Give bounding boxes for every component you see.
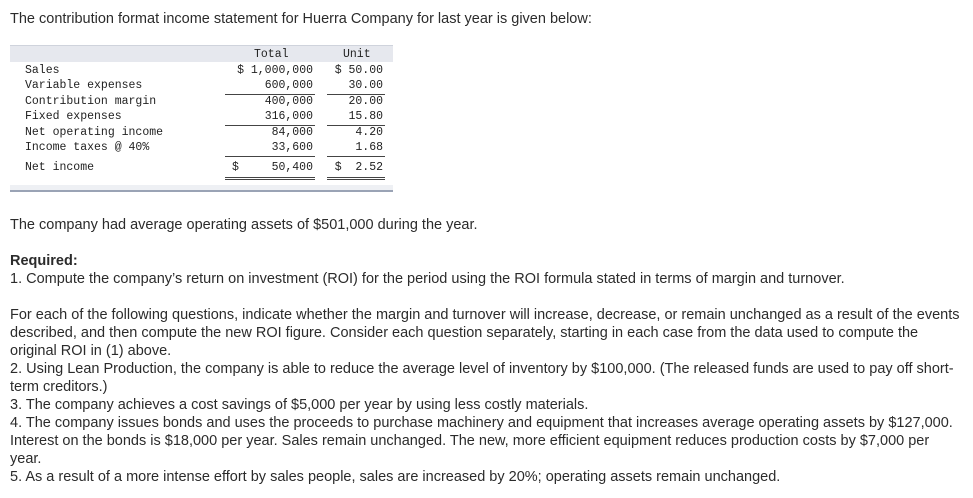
row-total: 50,400 bbox=[271, 161, 313, 174]
row-label: Net operating income bbox=[25, 126, 164, 139]
row-unit: $ 2.52 bbox=[334, 161, 383, 174]
net-income-row bbox=[10, 161, 393, 176]
table-bottom-border bbox=[10, 185, 393, 192]
table-row bbox=[10, 126, 393, 141]
instructions-paragraph: For each of the following questions, indicate whether the margin and turnover will increase, decrease, or remain unchanged as a result of the events described, and then compute the new ROI figure. Consider each question separately, starting in each case from the data used to compute the original ROI in (1) above. bbox=[10, 307, 960, 359]
row-total: 33,600 bbox=[271, 141, 313, 154]
table-row bbox=[10, 79, 393, 94]
row-total: 316,000 bbox=[264, 110, 313, 123]
row-label: Variable expenses bbox=[25, 79, 143, 92]
total-double-rule bbox=[225, 177, 315, 178]
row-unit: $ 50.00 bbox=[334, 64, 383, 77]
table-header bbox=[10, 45, 393, 62]
question-3: 3. The company achieves a cost savings of $5,000 per year by using less costly materials. bbox=[10, 397, 589, 413]
row-label: Fixed expenses bbox=[25, 110, 122, 123]
income-statement-table bbox=[10, 45, 393, 184]
total-double-rule bbox=[327, 179, 385, 180]
table-row bbox=[10, 64, 393, 79]
table-row bbox=[10, 141, 393, 156]
row-label: Net income bbox=[25, 161, 95, 174]
intro-text: The contribution format income statement for Huerra Company for last year is given below: bbox=[10, 11, 592, 27]
table-body bbox=[10, 62, 393, 184]
operating-assets-text: The company had average operating assets of $501,000 during the year. bbox=[10, 217, 478, 233]
row-total: 600,000 bbox=[264, 79, 313, 92]
row-total: 84,000 bbox=[271, 126, 313, 139]
row-label: Contribution margin bbox=[25, 95, 157, 108]
question-2: 2. Using Lean Production, the company is able to reduce the average level of inventory by $100,000. (The released funds are used to pay off short-term creditors.) bbox=[10, 361, 954, 395]
row-label: Sales bbox=[25, 64, 60, 77]
row-unit: 1.68 bbox=[355, 141, 383, 154]
question-5: 5. As a result of a more intense effort by sales people, sales are increased by 20%; operating assets remain unchanged. bbox=[10, 469, 781, 485]
table-row bbox=[10, 110, 393, 125]
subtotal-rule bbox=[225, 156, 315, 157]
total-column-header: Total bbox=[254, 48, 289, 61]
total-double-rule bbox=[225, 179, 315, 180]
row-total: 400,000 bbox=[264, 95, 313, 108]
row-unit: 4.20 bbox=[355, 126, 383, 139]
row-label: Income taxes @ 40% bbox=[25, 141, 150, 154]
required-heading: Required: bbox=[10, 253, 78, 269]
unit-column-header: Unit bbox=[343, 48, 371, 61]
question-4: 4. The company issues bonds and uses the proceeds to purchase machinery and equipment that increases average operating assets by $127,000. Interest on the bonds is $18,000 per year. Sales remain unchanged. The new, more efficient equipment reduces production costs by $7,000 per year. bbox=[10, 415, 953, 467]
dollar-sign: $ bbox=[232, 161, 239, 174]
subtotal-rule bbox=[327, 156, 385, 157]
question-1: 1. Compute the company’s return on investment (ROI) for the period using the ROI formula stated in terms of margin and turnover. bbox=[10, 271, 845, 287]
row-unit: 30.00 bbox=[348, 79, 383, 92]
table-row bbox=[10, 95, 393, 110]
total-double-rule bbox=[327, 177, 385, 178]
row-unit: 15.80 bbox=[348, 110, 383, 123]
row-unit: 20.00 bbox=[348, 95, 383, 108]
row-total: $ 1,000,000 bbox=[237, 64, 313, 77]
